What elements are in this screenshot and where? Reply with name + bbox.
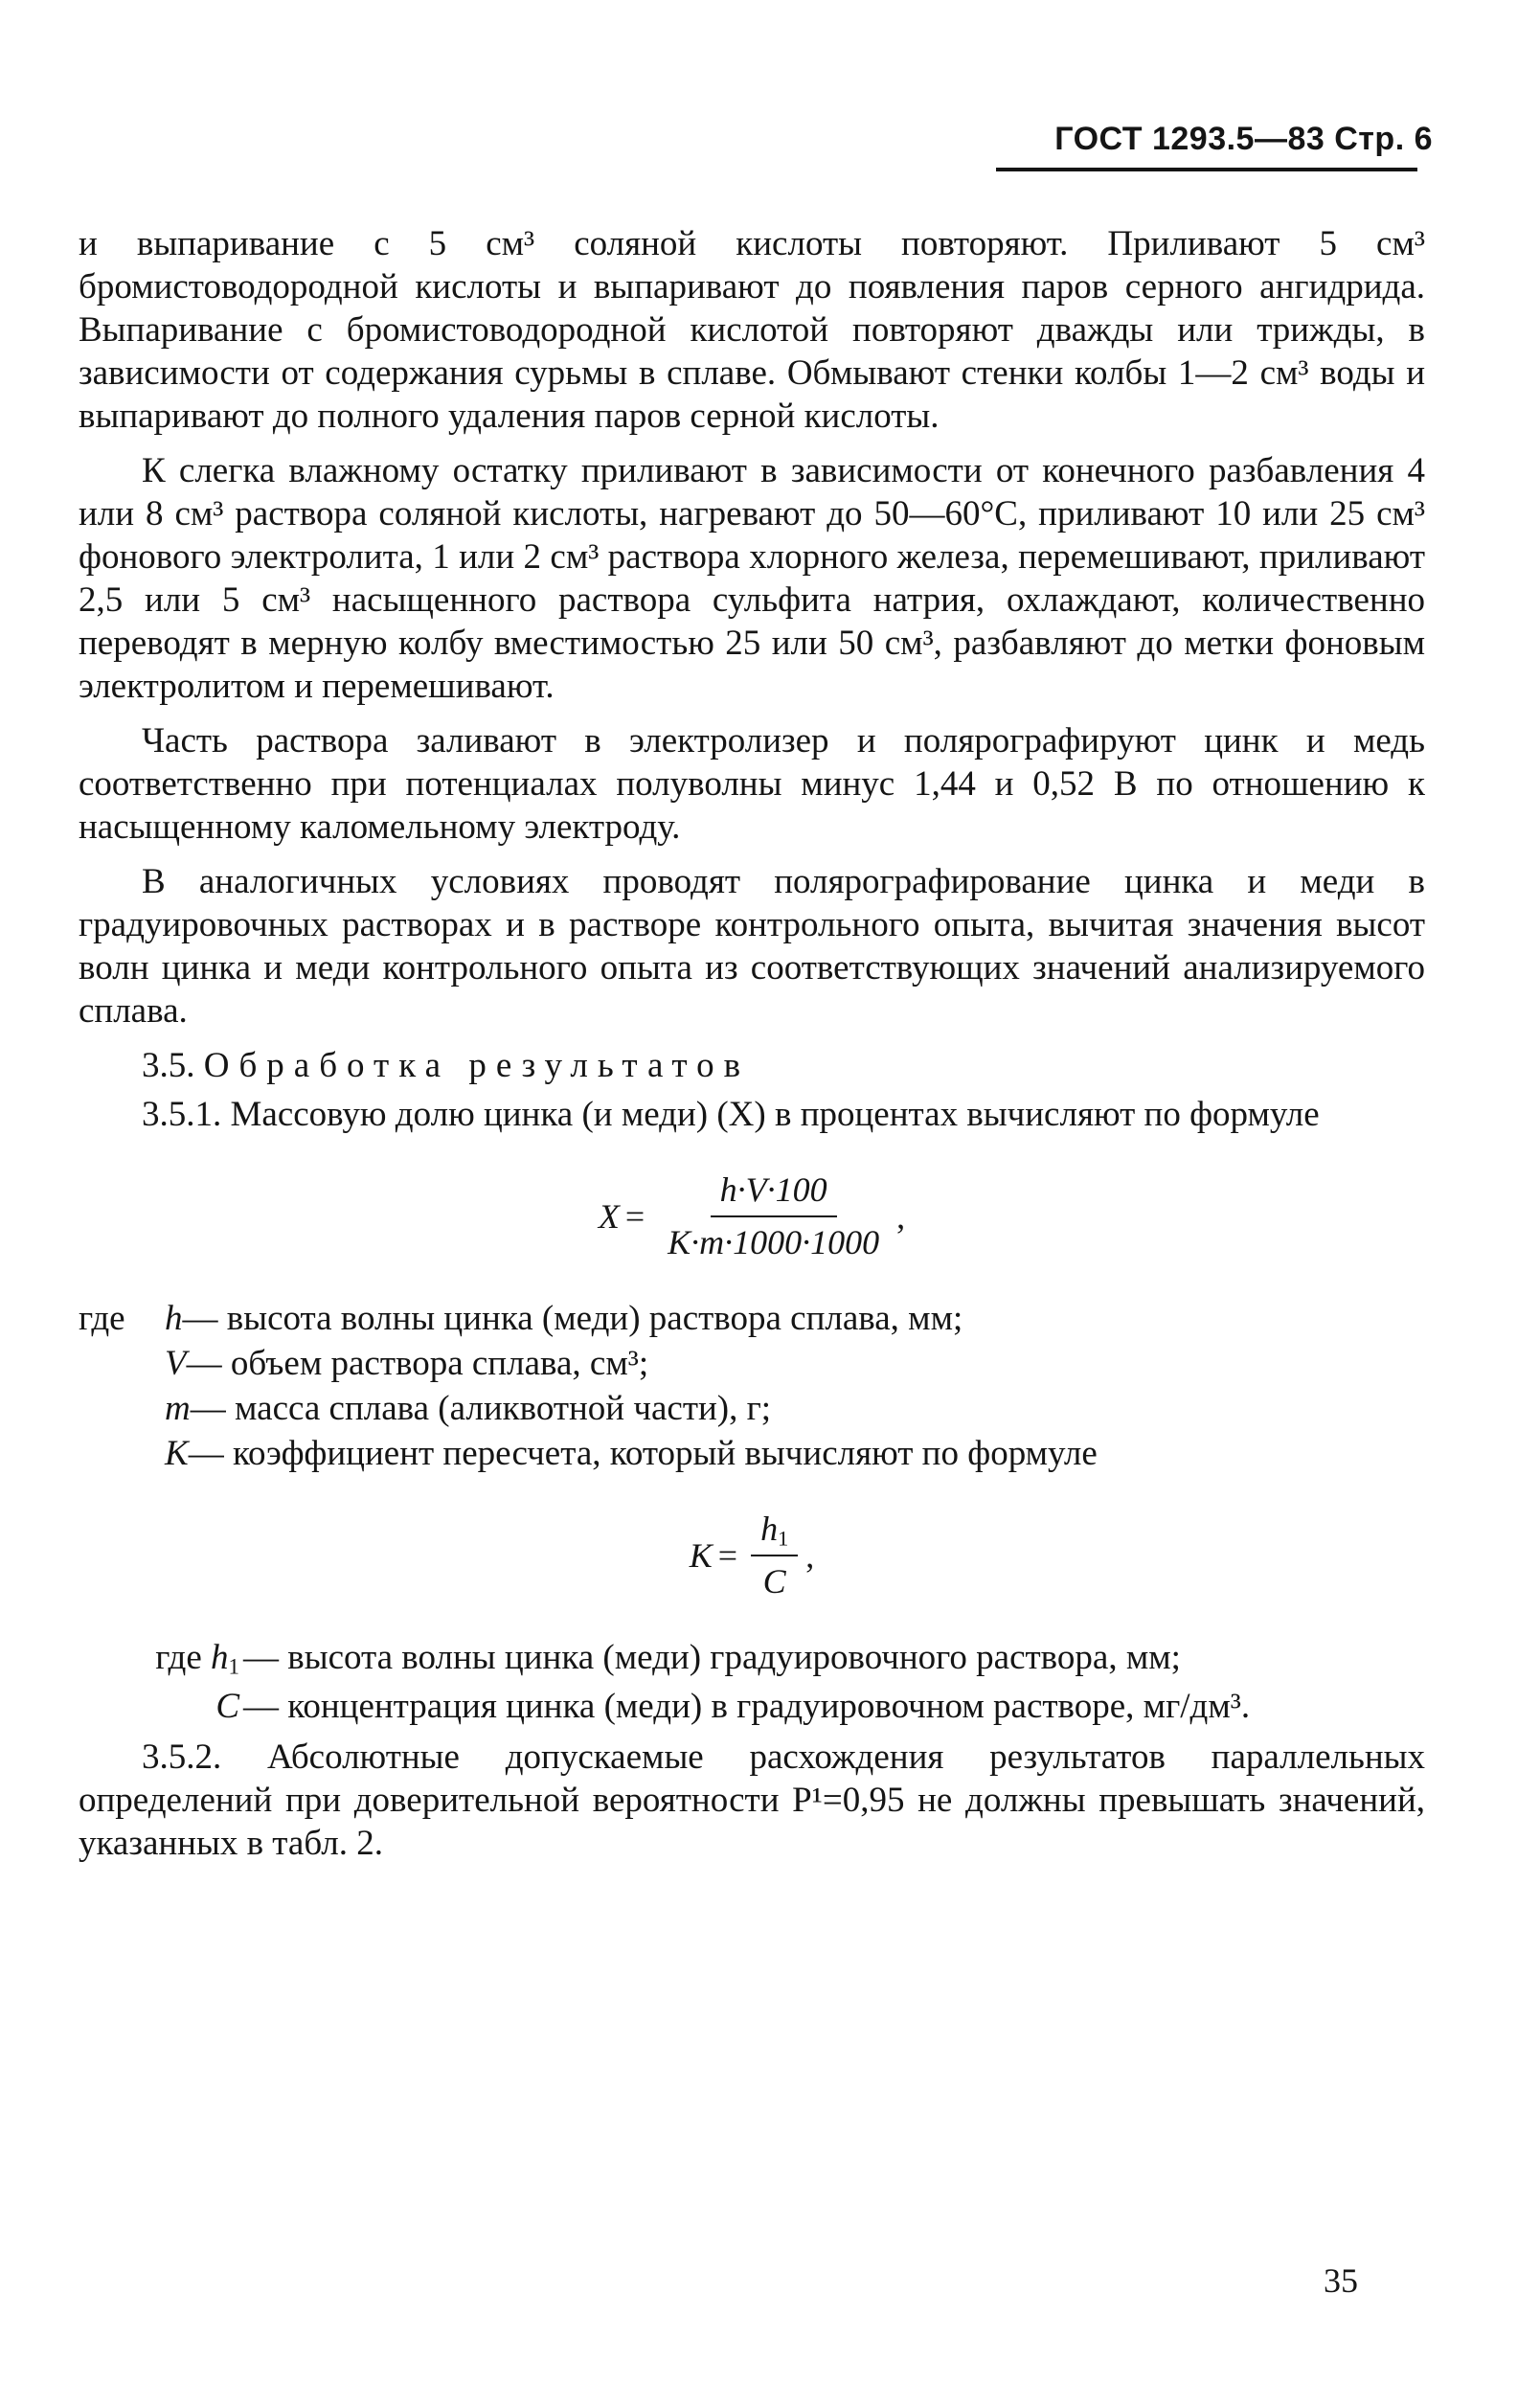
definition-k (79, 1432, 1425, 1475)
definition-text: — концентрация цинка (меди) в градуировочном растворе, мг/дм³. (243, 1687, 1251, 1726)
formula-denominator: K·m·1000·1000 (668, 1223, 880, 1261)
definition-symbol: C (215, 1687, 239, 1726)
paragraph-dilution: К слегка влажному остатку приливают в зависимости от конечного разбавления 4 или 8 см³ раствора соляной кислоты, нагревают до 50—60°С, приливают 10 или 25 см³ фонового электролита, 1 или 2 см³ раствора хлорного железа, перемешивают, приливают 2,5 или 5 см³ насыщенного раствора сульфита натрия, охлаждают, количественно переводят в мерную колбу вместимостью 25 или 50 см³, разбавляют до метки фоновым электролитом и перемешивают. (79, 451, 1425, 706)
paragraph-evaporation: и выпаривание с 5 см³ соляной кислоты повторяют. Приливают 5 см³ бромистоводородной кислоты и выпаривают до появления паров серного ангидрида. Выпаривание с бромистоводородной кислотой повторяют дважды или трижды, в зависимости от содержания сурьмы в сплаве. Обмывают стенки колбы 1—2 см³ воды и выпаривают до полного удаления паров серной кислоты. (79, 224, 1425, 436)
definition-text: — масса сплава (аликвотной части), г; (190, 1389, 772, 1428)
formula-denominator: C (762, 1562, 786, 1601)
definitions-list-1 (79, 1297, 1425, 1475)
definition-h (79, 1297, 1425, 1340)
definition-symbol: V (165, 1344, 187, 1383)
section-number: 3.5. (142, 1046, 195, 1085)
clause-3-5-1: 3.5.1. Массовую долю цинка (и меди) (X) в процентах вычисляют по формуле (142, 1095, 1320, 1134)
section-title: Обработка результатов (203, 1046, 751, 1085)
formula-trail: , (805, 1535, 815, 1575)
paragraph-polarography: Часть раствора заливают в электролизер и полярографируют цинк и медь соответственно при потенциалах полуволны минус 1,44 и 0,52 В по отношению к насыщенному каломельному электроду. (79, 721, 1425, 847)
definition-text: — высота волны цинка (меди) градуировочного раствора, мм; (243, 1638, 1181, 1677)
definition-lead: где (79, 1299, 125, 1338)
definition-symbol: h (165, 1299, 183, 1338)
formula-mass-fraction (79, 1169, 1425, 1264)
section-heading (142, 1044, 1425, 1087)
definition-lead: где (155, 1638, 202, 1677)
definitions-list-2 (79, 1636, 1425, 1728)
formula-coefficient (79, 1508, 1425, 1603)
page-number: 35 (1324, 2261, 1358, 2300)
running-header: ГОСТ 1293.5—83 Стр. 6 (1054, 121, 1433, 157)
paragraph-calibration: В аналогичных условиях проводят полярографирование цинка и меди в градуировочных растворах и в растворе контрольного опыта, вычитая значения высот волн цинка и меди контрольного опыта из соответствующих значений анализируемого сплава. (79, 862, 1425, 1031)
definition-symbol: m (165, 1389, 191, 1428)
definition-text: — коэффициент пересчета, который вычисляют по формуле (188, 1434, 1098, 1473)
definition-h1: где $h_1$ — высота волны цинка (меди) градуировочного раствора, мм; (79, 1636, 1425, 1679)
formula-equals: = (717, 1535, 738, 1575)
formula-numerator: $h_1$ (751, 1508, 798, 1556)
definition-symbol: h (211, 1638, 229, 1677)
formula-lhs: K (689, 1535, 713, 1575)
formula-fraction (751, 1508, 798, 1603)
formula-lhs: X (598, 1196, 620, 1236)
formula-numerator: h·V·100 (711, 1169, 837, 1217)
header-rule (996, 168, 1417, 171)
definition-v (79, 1342, 1425, 1385)
definition-text: — объем раствора сплава, см³; (186, 1344, 649, 1383)
formula-equals: = (624, 1196, 645, 1236)
formula-fraction (658, 1169, 889, 1264)
definition-symbol: K (165, 1434, 189, 1473)
definition-text: — высота волны цинка (меди) раствора сплава, мм; (182, 1299, 963, 1338)
definition-m (79, 1387, 1425, 1430)
formula-trail: , (896, 1196, 906, 1236)
clause-3-5-2: 3.5.2. Абсолютные допускаемые расхождения результатов параллельных определений при доверительной вероятности P¹=0,95 не должны превышать значений, указанных в табл. 2. (79, 1737, 1425, 1863)
definition-c (79, 1685, 1425, 1728)
document-body (79, 222, 1425, 1876)
